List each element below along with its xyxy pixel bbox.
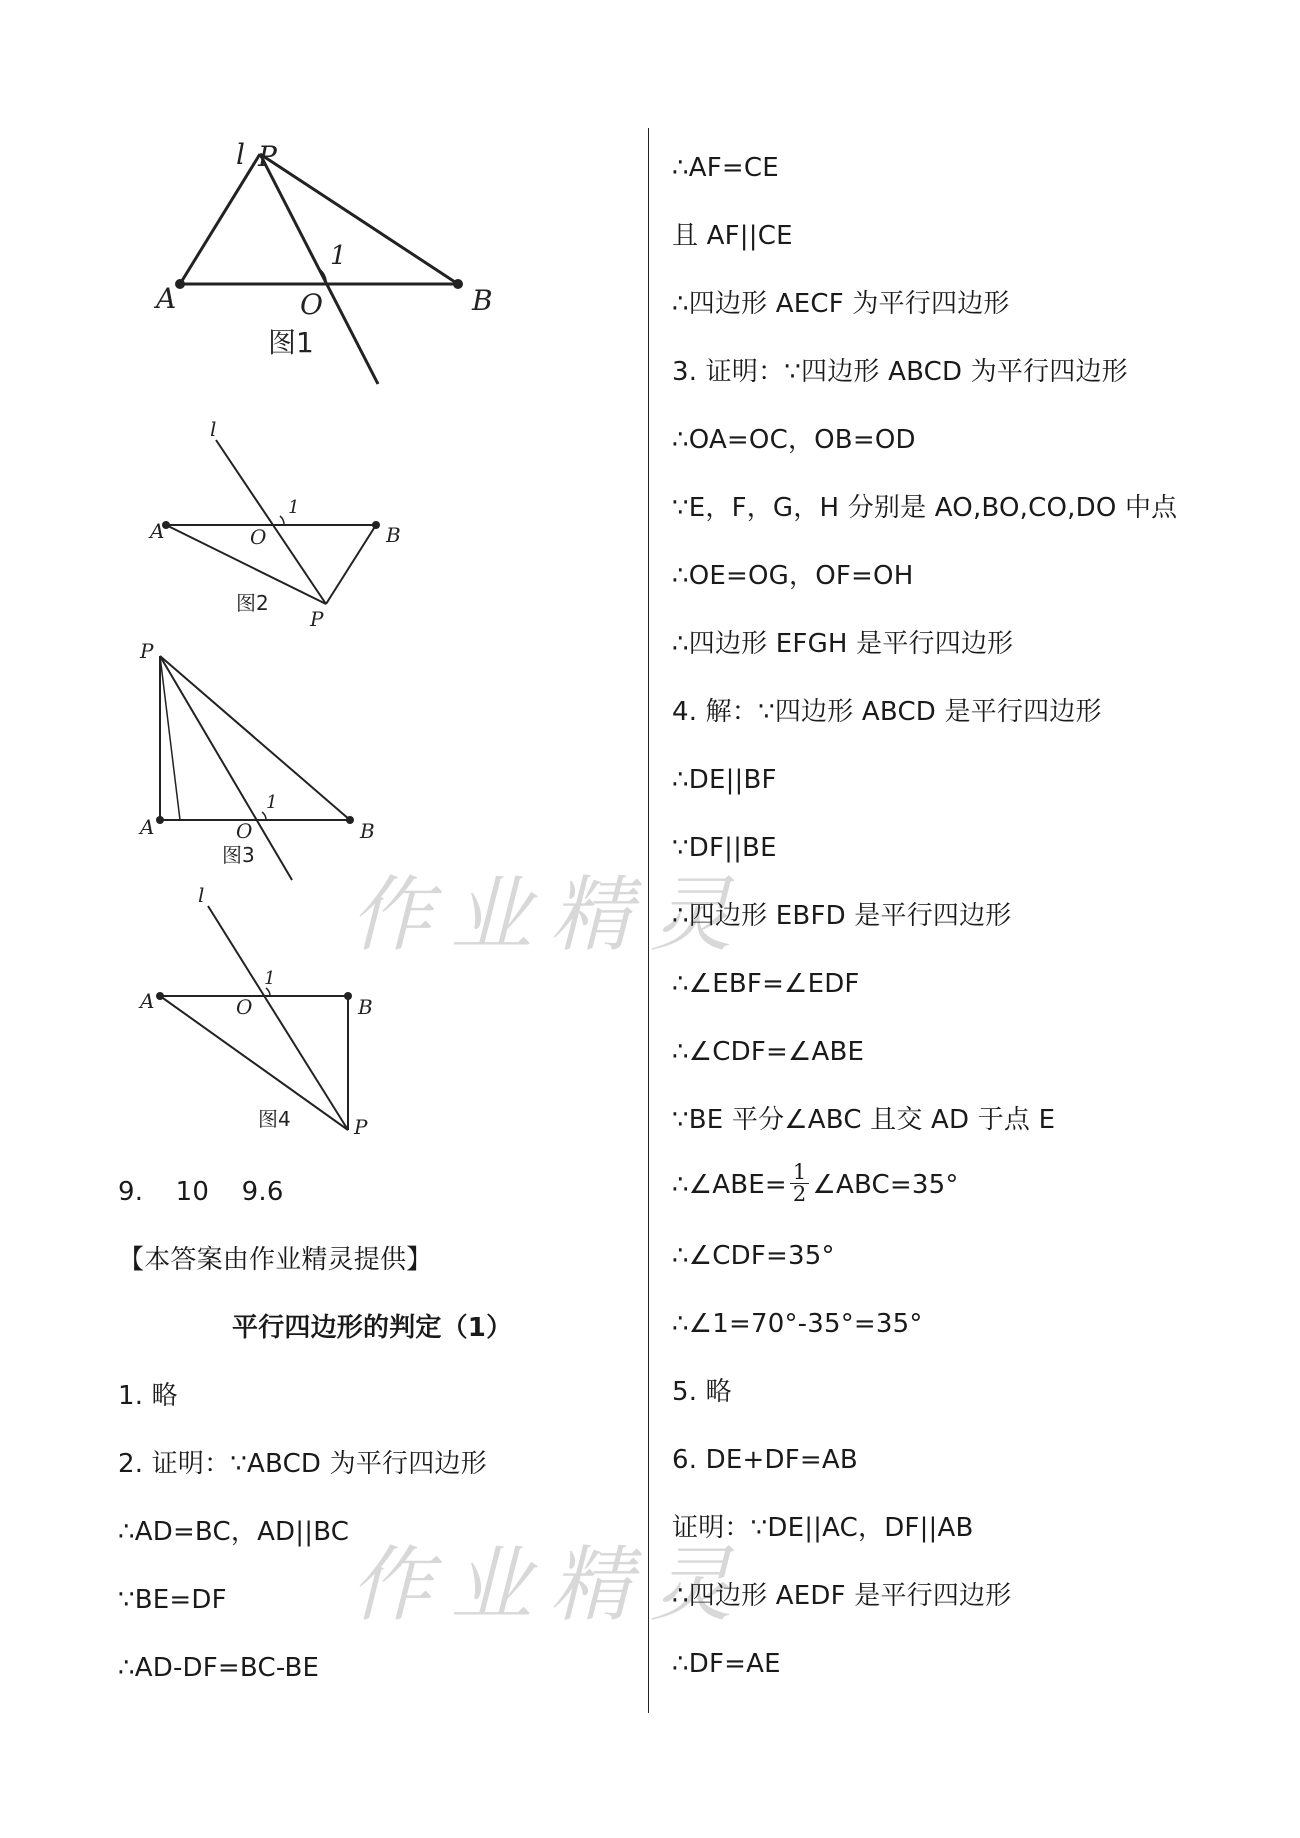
figure-caption: 图4: [258, 1107, 291, 1131]
answer-line: ∴OA=OC，OB=OD: [672, 425, 916, 455]
figure-1: [150, 140, 510, 400]
answer-line: ∴AF=CE: [672, 153, 779, 183]
answer-line: 证明：∵DE||AC，DF||AB: [672, 1513, 974, 1543]
answer-line: ∵BE 平分∠ABC 且交 AD 于点 E: [672, 1105, 1056, 1135]
answer-line: 1. 略: [118, 1381, 178, 1411]
fig-label-p: P: [354, 1115, 368, 1139]
answer-line: ∴四边形 AEDF 是平行四边形: [672, 1581, 1012, 1611]
figure-caption: 图2: [236, 591, 269, 615]
fraction-prefix: ∴∠ABE=: [672, 1170, 787, 1200]
fig-label-angle-1: 1: [266, 792, 278, 813]
answer-line: ∴OE=OG，OF=OH: [672, 561, 914, 591]
fraction-suffix: ∠ABC=35°: [812, 1170, 959, 1200]
figure-caption: 图1: [268, 326, 314, 359]
figure-caption: 图3: [222, 843, 255, 867]
figure-2: [150, 417, 450, 631]
answer-line: ∴∠CDF=35°: [672, 1241, 835, 1271]
answer-line: ∴四边形 EBFD 是平行四边形: [672, 901, 1012, 931]
fig-label-b: B: [360, 819, 375, 843]
answer-line: ∴AD=BC，AD||BC: [118, 1517, 350, 1547]
attribution: 【本答案由作业精灵提供】: [118, 1245, 433, 1275]
answer-line: ∴四边形 EFGH 是平行四边形: [672, 629, 1014, 659]
watermark: 作业精灵: [350, 868, 750, 963]
fraction: [790, 1162, 810, 1205]
fig-label-angle-1: 1: [288, 497, 300, 518]
answer-line: ∴∠1=70°-35°=35°: [672, 1309, 923, 1339]
answer-line: ∴DF=AE: [672, 1649, 781, 1679]
fig-label-o: O: [236, 995, 253, 1019]
fraction-numerator: 1: [790, 1162, 810, 1184]
fig-label-p: P: [140, 639, 154, 663]
answer-line: 2. 证明：∵ABCD 为平行四边形: [118, 1449, 487, 1479]
answer-line: ∵BE=DF: [118, 1585, 227, 1615]
answer-line: ∴∠EBF=∠EDF: [672, 969, 860, 999]
fig-label-p: P: [310, 607, 324, 631]
answer-line: ∴DE||BF: [672, 765, 777, 795]
answer-line-fraction: [672, 1160, 959, 1207]
answer-line: 且 AF||CE: [672, 221, 793, 251]
column-divider: [648, 128, 649, 1713]
fig-label-a: A: [140, 989, 155, 1013]
figure-3: [140, 640, 400, 890]
fig-label-p: P: [258, 140, 277, 173]
answer-line: ∵DF||BE: [672, 833, 777, 863]
fig-label-angle-1: 1: [330, 241, 347, 271]
fig-label-b: B: [472, 284, 493, 317]
answer-line: 4. 解：∵四边形 ABCD 是平行四边形: [672, 697, 1102, 727]
fig-label-o: O: [236, 819, 253, 843]
answer-line: 6. DE+DF=AB: [672, 1445, 858, 1475]
fig-label-o: O: [250, 525, 267, 549]
answer-line: ∴AD-DF=BC-BE: [118, 1653, 320, 1683]
figure-4: [140, 883, 410, 1140]
fig-label-o: O: [300, 288, 323, 321]
answer-line: ∴∠CDF=∠ABE: [672, 1037, 865, 1067]
answer-line: 3. 证明：∵四边形 ABCD 为平行四边形: [672, 357, 1128, 387]
answer-line: ∴四边形 AECF 为平行四边形: [672, 289, 1010, 319]
fig-label-b: B: [386, 523, 401, 547]
fig-label-a: A: [156, 282, 177, 315]
fig-label-l: l: [198, 883, 205, 907]
answer-line: 5. 略: [672, 1377, 732, 1407]
fig-label-l: l: [210, 417, 217, 441]
fig-label-angle-1: 1: [264, 968, 276, 989]
fig-label-a: A: [140, 815, 155, 839]
section-title: 平行四边形的判定（1）: [232, 1313, 513, 1343]
watermark: 作业精灵: [350, 1538, 750, 1633]
fig-label-b: B: [358, 995, 373, 1019]
fig-label-l: l: [236, 138, 245, 171]
fraction-denominator: 2: [792, 1182, 807, 1206]
fig-label-a: A: [150, 519, 165, 543]
answer-line: ∵E，F，G，H 分别是 AO,BO,CO,DO 中点: [672, 493, 1178, 523]
answer-line: 9. 10 9.6: [118, 1177, 284, 1207]
